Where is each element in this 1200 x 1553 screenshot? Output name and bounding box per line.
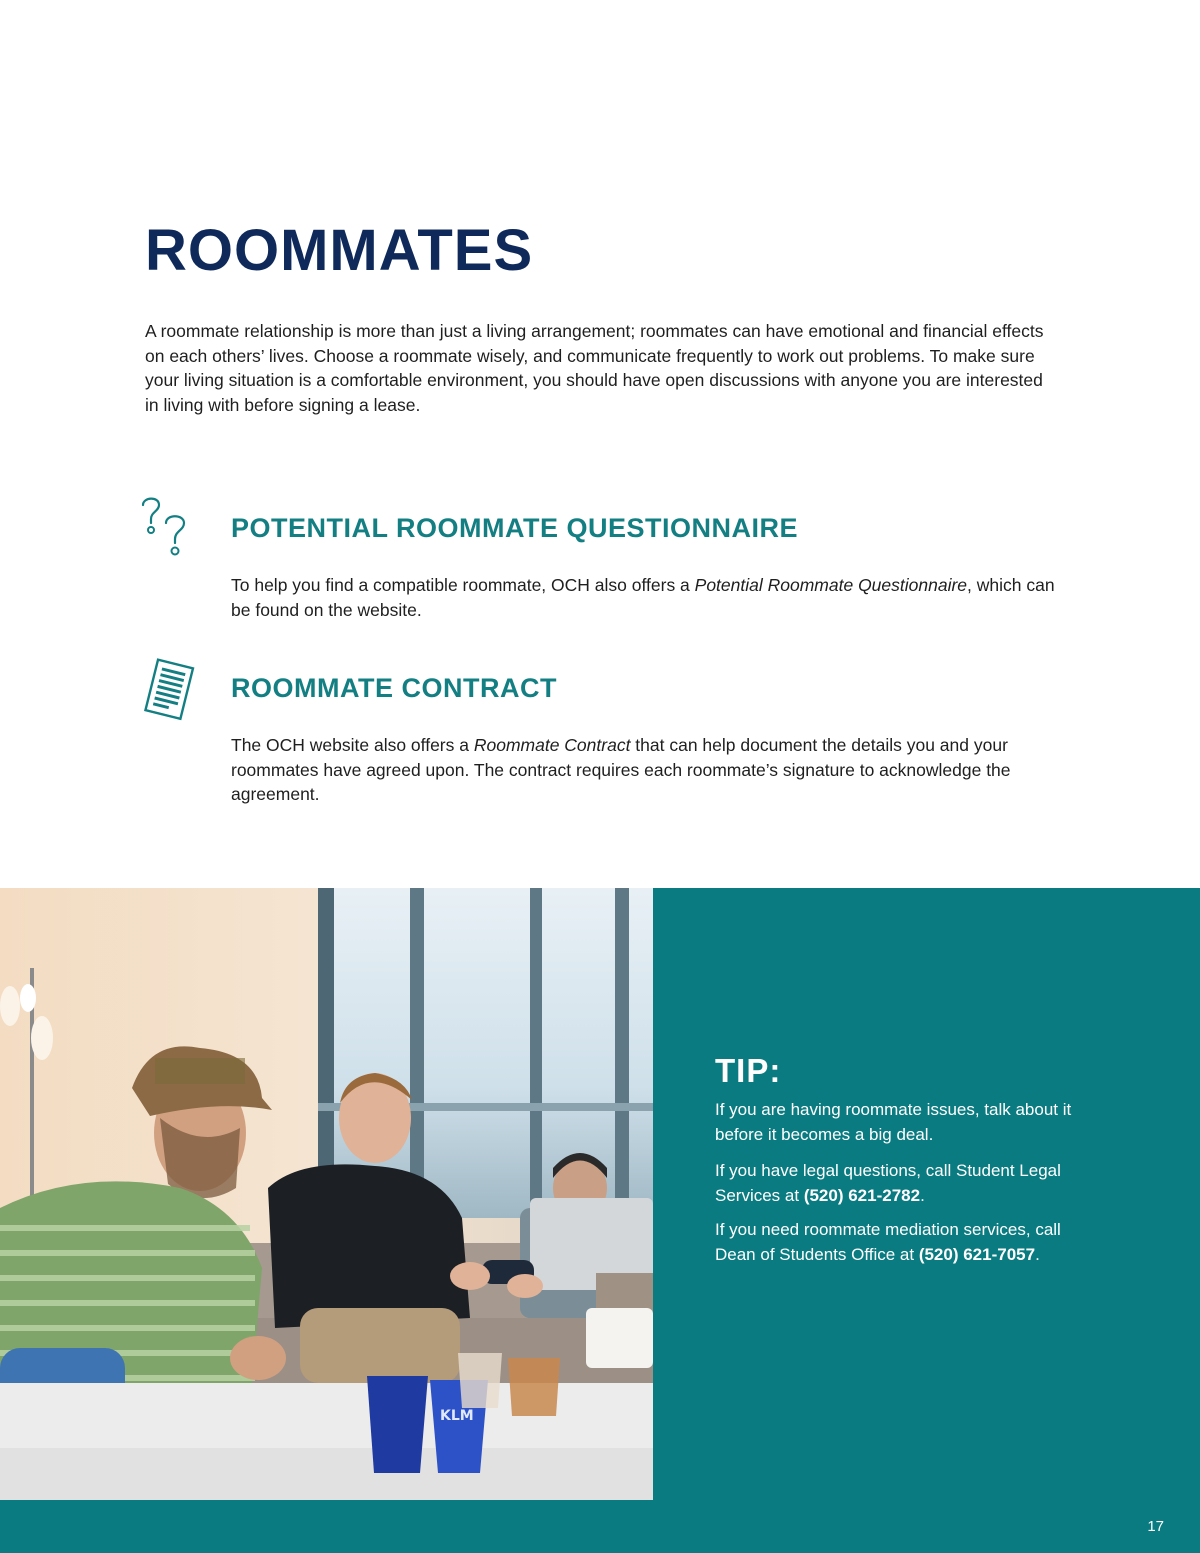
phone-legal-services: (520) 621-2782 <box>803 1186 921 1205</box>
tip-item: If you are having roommate issues, talk about it before it becomes a big deal. <box>715 1100 1072 1144</box>
contract-heading: ROOMMATE CONTRACT <box>231 673 557 703</box>
tip-item: If you need roommate mediation services, call Dean of Students Office at (520) 621-7057. <box>715 1220 1061 1264</box>
tip-item: If you have legal questions, call Student Legal Services at (520) 621-2782. <box>715 1161 1061 1205</box>
questionnaire-text: To help you find a compatible roommate, OCH also offers a Potential Roommate Questionnaire, which can be found on the website. <box>231 575 1055 620</box>
page-title: ROOMMATES <box>145 218 534 283</box>
questionnaire-heading: POTENTIAL ROOMMATE QUESTIONNAIRE <box>231 513 799 543</box>
tip-panel <box>653 888 1200 1500</box>
document-icon <box>137 657 199 728</box>
phone-dean-of-students: (520) 621-7057 <box>918 1245 1036 1264</box>
tip-title: TIP: <box>715 1052 782 1089</box>
footer-band <box>0 1500 1200 1553</box>
roommates-photo <box>0 888 653 1500</box>
intro-paragraph: A roommate relationship is more than just a living arrangement; roommates can have emotional and financial effects on each others’ lives. Choose a roommate wisely, and communicate frequently to work out problems. To make sure your living situation is a comfortable environment, you should have open discussions with anyone you are interested in living with before signing a lease. <box>145 321 1044 415</box>
cup-logo: KLM <box>440 1408 474 1424</box>
page-number: 17 <box>1147 1518 1164 1535</box>
contract-text: The OCH website also offers a Roommate Contract that can help document the details you and your roommates have agreed upon. The contract requires each roommate’s signature to acknowledge the agreement. <box>231 735 1011 805</box>
question-marks-icon <box>138 493 194 564</box>
